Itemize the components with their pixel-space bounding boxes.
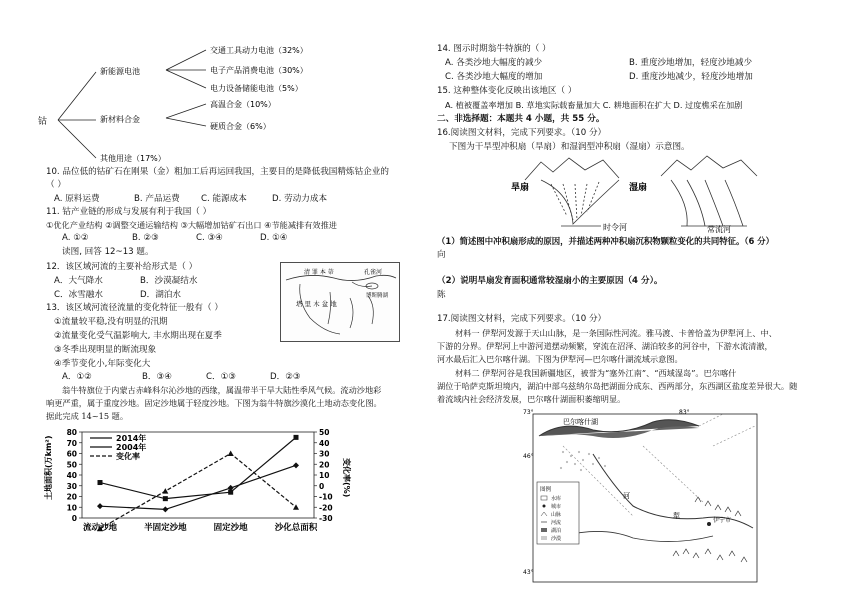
- legend-swatch: [541, 536, 547, 540]
- q13-statement: ①流量较平稳,没有明显的汛期: [54, 317, 168, 327]
- q13-option-a[interactable]: A．①②: [62, 372, 92, 382]
- material-1-line: 材料一 伊犁河发源于天山山脉，是一条国际性河流。雅马渡、卡普恰盖为伊犁河上、中、: [455, 328, 777, 338]
- tree-leaf: 电子产品消费电池（30%）: [210, 66, 308, 75]
- q13-statement: ②流量变化受气温影响大, 丰水期出现在夏季: [54, 331, 222, 341]
- question-16: 16.阅读图文材料，完成下列要求。（10 分）: [437, 128, 607, 138]
- q14-option-d[interactable]: D. 重度沙地减少，轻度沙地增加: [629, 72, 753, 82]
- question-16-part-2: （2）说明旱扇发育面积通常较湿扇小的主要原因（4 分）。: [437, 276, 663, 286]
- map-label-lon: 83°: [679, 409, 690, 416]
- desert-land-chart: [42, 422, 354, 540]
- answer-16-1[interactable]: 向: [437, 250, 446, 260]
- map-label-balkhash: 巴尔喀什湖: [563, 418, 598, 426]
- y-tick-label: 10: [66, 503, 77, 513]
- fan-label-wet: 湿扇: [629, 183, 648, 193]
- q10-option-a[interactable]: A. 原料运费: [54, 194, 100, 204]
- y-tick-label: 30: [66, 481, 77, 491]
- intro-14-line: 响更严重，属于重度沙地。固定沙地属于轻度沙地。下图为翁牛特旗沙漠化土地动态变化图。: [46, 398, 382, 408]
- q14-option-a[interactable]: A. 各类沙地大幅度的减少: [445, 58, 543, 68]
- legend-item: 城市: [551, 504, 562, 510]
- y-tick-label: 40: [66, 471, 77, 480]
- material-2-line: 湖位于哈萨克斯坦境内，湖泊中部乌兹纳尔岛把湖面分成东、西两部分，东西湖区盐度差异很大。随: [437, 381, 798, 391]
- question-12: 12．该区域河流的主要补给形式是（ ）: [46, 262, 198, 272]
- legend-label: 2004年: [116, 443, 147, 452]
- question-16-caption: 下图为干旱型冲积扇（旱扇）和湿润型冲积扇（湿扇）示意图。: [449, 142, 690, 152]
- question-13: 13．该区域河流径流量的变化特征一般有（ ）: [46, 303, 223, 313]
- question-10: 10. 品位低的钴矿石在刚果（金）粗加工后再运回我国，主要目的是降低我国精炼钴企业的: [46, 167, 389, 177]
- q12-option-c[interactable]: C．冰雪融水: [54, 290, 103, 300]
- q11-option-a[interactable]: A. ①②: [62, 233, 89, 243]
- answer-16-2[interactable]: 陈: [437, 290, 446, 300]
- y2-tick-label: 0: [319, 481, 325, 491]
- q13-option-d[interactable]: D．②③: [270, 372, 301, 382]
- map-label-lat: 43°: [523, 569, 534, 576]
- y2-tick-label: 20: [319, 460, 330, 470]
- q14-option-c[interactable]: C. 各类沙地大幅度的增加: [445, 72, 543, 82]
- q12-option-b[interactable]: B．沙漠凝结水: [140, 276, 198, 286]
- legend-item: 湖泊: [551, 528, 562, 534]
- y2-tick-label: -30: [319, 514, 333, 523]
- fan-label-dry: 旱扇: [511, 183, 530, 193]
- y2-tick-label: 10: [319, 471, 330, 480]
- tarim-region-map: [280, 262, 400, 342]
- map-label-river: 犁: [673, 512, 680, 520]
- data-point: [228, 490, 233, 495]
- question-14: 14. 图示时期翁牛特旗的（ ）: [437, 44, 551, 54]
- y2-axis-label: 变化率(%): [342, 458, 351, 498]
- q12-13-intro: 读图, 回答 12~13 题。: [62, 247, 154, 257]
- y-axis-label: 土地面积(万km²): [44, 435, 53, 500]
- map-label: 塔 里 木 盆 地: [296, 300, 337, 308]
- q11-option-b[interactable]: B. ②③: [132, 233, 159, 243]
- x-tick-label: 流动沙地: [82, 523, 118, 533]
- q10-option-b[interactable]: B. 产品运费: [134, 194, 180, 204]
- y-tick-label: 70: [66, 438, 77, 448]
- q13-statement: ④季节变化小,年际变化大: [54, 359, 151, 369]
- legend-item: 水库: [551, 496, 562, 502]
- q11-option-c[interactable]: C. ③④: [196, 233, 223, 243]
- data-point: [163, 496, 168, 501]
- y2-tick-label: 40: [319, 438, 330, 448]
- map-label-city: 伊宁市: [713, 517, 732, 524]
- legend-item: 河流: [551, 520, 562, 526]
- q10-option-c[interactable]: C. 能源成本: [201, 194, 247, 204]
- y2-tick-label: 50: [319, 428, 330, 437]
- x-tick-label: 半固定沙地: [144, 523, 187, 533]
- tree-leaf: 高温合金（10%）: [210, 100, 276, 109]
- question-16-part-1: （1）简述图中冲积扇形成的原因，并描述两种冲积扇沉积物颗粒变化的共同特征。（6 分）: [437, 236, 774, 246]
- map-label: 博斯腾湖: [366, 293, 389, 299]
- map-label-lon: 73°: [523, 409, 534, 416]
- tree-leaf: 硬质合金（6%）: [210, 122, 271, 131]
- question-10-paren: （ ）: [46, 180, 66, 190]
- map-label-river: 河: [623, 492, 630, 500]
- legend-item: 山脉: [551, 512, 562, 518]
- q12-option-d[interactable]: D．湖泊水: [140, 290, 181, 300]
- x-tick-label: 固定沙地: [213, 523, 248, 533]
- section-heading: 二、非选择题：本题共 4 小题，共 55 分。: [437, 114, 605, 124]
- q13-option-b[interactable]: B．③④: [142, 372, 172, 382]
- tree-branch-1: 新能源电池: [100, 67, 140, 76]
- q13-statement: ③冬季出现明显的断流现象: [54, 345, 157, 355]
- legend-label: 变化率: [116, 452, 140, 461]
- tree-root: 钴: [38, 117, 48, 127]
- q11-option-d[interactable]: D. ①④: [260, 233, 288, 243]
- y2-tick-label: 30: [319, 449, 330, 459]
- legend-swatch: [541, 528, 547, 532]
- tree-leaf: 交通工具动力电池（32%）: [210, 46, 308, 55]
- q14-option-b[interactable]: B. 重度沙地增加，轻度沙地减少: [629, 58, 753, 68]
- question-17: 17.阅读图文材料，完成下列要求。（10 分）: [437, 314, 607, 324]
- map-label: 孔雀河: [364, 269, 383, 276]
- q15-options[interactable]: A. 植被覆盖率增加 B. 草地实际载畜量加大 C. 耕地面积在扩大 D. 过度樵采在加剧: [445, 100, 743, 110]
- cobalt-use-tree: [36, 40, 336, 210]
- y-tick-label: 20: [66, 492, 77, 502]
- legend-title: 图例: [540, 487, 552, 493]
- data-point: [294, 435, 299, 440]
- intro-14-line: 据此完成 14~15 题。: [46, 411, 129, 421]
- material-2-line: 材料二 伊犁河谷是我国新疆地区，被誉为“塞外江南”、“西域湿岛”。巴尔喀什: [455, 368, 737, 378]
- y2-tick-label: -20: [319, 503, 333, 513]
- legend-label: 2014年: [116, 434, 147, 443]
- tree-branch-2: 新材料合金: [100, 115, 140, 124]
- legend-swatch: [543, 505, 546, 508]
- question-11: 11. 钴产业链的形成与发展有利于我国（ ）: [46, 207, 212, 217]
- map-label-lat: 46°: [523, 453, 534, 460]
- alluvial-fan-diagram: [511, 154, 771, 234]
- data-point: [98, 480, 103, 485]
- question-11-statements: ①优化产业结构 ②调整交通运输结构 ③大幅增加钴矿石出口 ④节能减排有效推进: [46, 220, 337, 230]
- tree-leaf: 电力设备储能电池（5%）: [210, 84, 303, 93]
- fan-label-perennial-river: 常流河: [707, 225, 731, 234]
- q12-option-a[interactable]: A．大气降水: [54, 276, 103, 286]
- question-15: 15. 这种整体变化反映出该地区（ ）: [437, 86, 577, 96]
- y-tick-label: 80: [66, 428, 77, 437]
- tree-branch-3: 其他用途（17%）: [100, 154, 166, 163]
- intro-14-line: 翁牛特旗位于内蒙古赤峰科尔沁沙地的西缘，属温带半干旱大陆性季风气候。流动沙地彩: [62, 385, 382, 395]
- ili-balkhash-map: [523, 406, 769, 586]
- y2-tick-label: -10: [319, 492, 333, 502]
- legend-item: 沙漠: [551, 536, 562, 542]
- x-tick-label: 沙化总面积: [274, 523, 318, 533]
- fan-label-seasonal-river: 时令河: [603, 223, 627, 232]
- y-tick-label: 60: [66, 449, 77, 459]
- material-2-line: 着流域内社会经济发展，巴尔喀什湖面积萎缩明显。: [437, 394, 626, 404]
- y-tick-label: 50: [66, 460, 77, 470]
- material-1-line: 河水最后汇入巴尔喀什湖。下图为伊犁河—巴尔喀什湖流域示意图。: [437, 354, 683, 364]
- map-label: 清 罪 本 蒂: [304, 269, 334, 276]
- q10-option-d[interactable]: D. 劳动力成本: [272, 194, 328, 204]
- y-tick-label: 0: [71, 514, 77, 523]
- q13-option-c[interactable]: C．①③: [206, 372, 237, 382]
- material-1-line: 下游的分界。伊犁河上中游河道摆动频繁，穿流在沼泽、湖泊较多的河谷中，下游水流清澈，: [437, 341, 773, 351]
